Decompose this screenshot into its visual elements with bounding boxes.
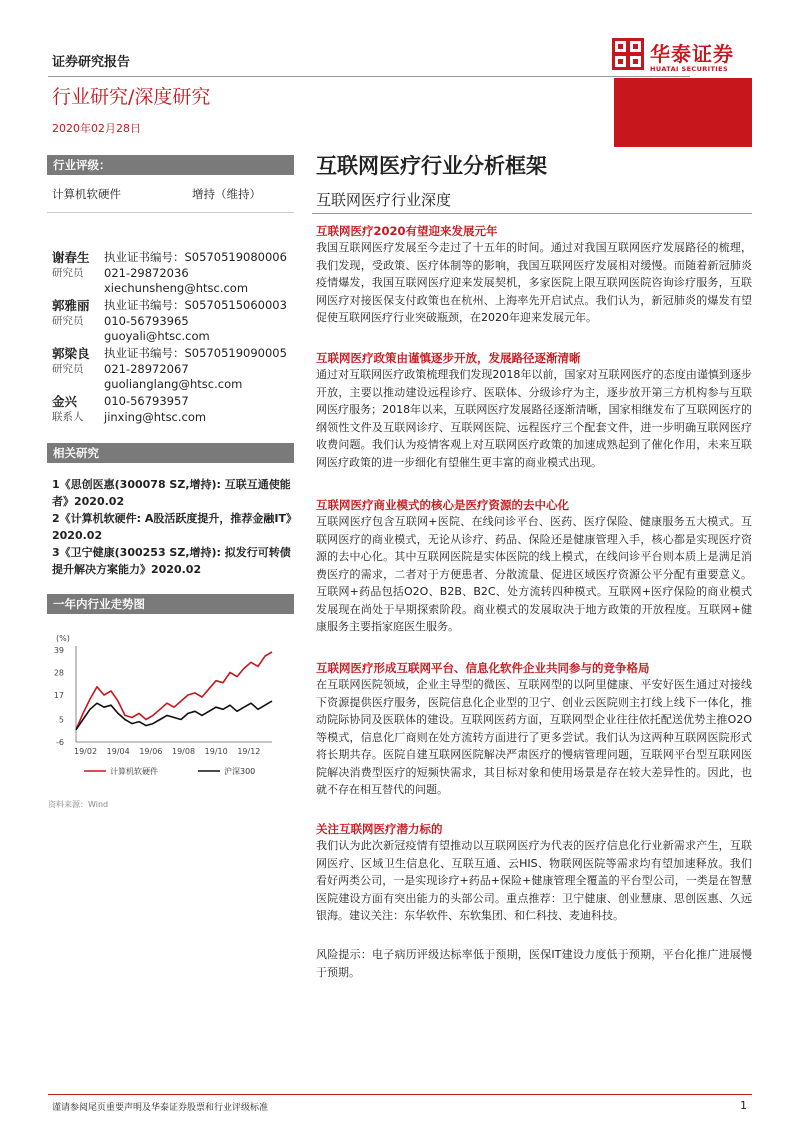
- analyst-phone: 021-29872036: [104, 265, 189, 280]
- analyst-info: [104, 250, 287, 297]
- rating-value: 增持（维持）: [192, 187, 261, 201]
- x-tick-label: 19/12: [237, 747, 261, 756]
- x-tick-label: 19/08: [172, 747, 196, 756]
- analyst-info: [104, 394, 206, 425]
- analyst-name: 谢春生: [52, 250, 90, 265]
- x-tick-label: 19/04: [106, 747, 130, 756]
- y-tick-label: 28: [53, 668, 64, 678]
- section-body: 我们认为此次新冠疫情有望推动以互联网医疗为代表的医疗信息化行业新需求产生，互联网医疗、区域卫生信息化、互联互通、云HIS、物联网医院等需求均有望加速释放。我们看好两类公司，一是实现诊疗+药品+保险+健康管理全覆盖的平台型公司，一类是在智慧医院建设方面有突出能力的头部公司。重点推荐：卫宁健康、创业慧康、思创医惠、久远银海。建议关注：东华软件、东软集团、和仁科技、麦迪科技。: [316, 839, 752, 922]
- analyst-email[interactable]: guolianglang@htsc.com: [104, 377, 243, 391]
- risk-warning: 风险提示：电子病历评级达标率低于预期，医保IT建设力度低于预期，平台化推广进展慢于预期。: [316, 948, 752, 979]
- analyst-info: [104, 298, 287, 345]
- report-date: 2020年02月28日: [52, 122, 141, 135]
- footer-disclaimer: 谨请参阅尾页重要声明及华泰证券股票和行业评级标准: [52, 1103, 269, 1113]
- section-heading: 关注互联网医疗潜力标的: [316, 822, 443, 836]
- legend-label: 计算机软硬件: [110, 767, 158, 776]
- legend-label: 沪深300: [224, 767, 256, 776]
- logo-text-cn: 华泰证券: [650, 42, 734, 66]
- analyst-phone: 010-56793957: [104, 394, 189, 408]
- section-body: 我国互联网医疗发展至今走过了十五年的时间。通过对我国互联网医疗发展路径的梳理，我们发现，受政策、医疗体制等的影响，我国互联网医疗发展相对缓慢。而随着新冠肺炎疫情爆发，我国互联网医疗迎来发展契机，多家医院上限互联网医院咨询诊疗服务，互联网医疗对接医保支付政策也在杭州、上海率先开启试点。我们认为，新冠肺炎的爆发有望促使互联网医疗行业突破瓶颈，在2020年迎来发展元年。: [316, 241, 752, 324]
- section-heading: 互联网医疗商业模式的核心是医疗资源的去中心化: [316, 498, 569, 512]
- related-header: 相关研究: [47, 443, 294, 463]
- analyst-card: [52, 298, 297, 348]
- analyst-card: [52, 250, 297, 300]
- analyst-email[interactable]: jinxing@htsc.com: [104, 409, 207, 424]
- page-subtitle: 互联网医疗行业深度: [316, 191, 452, 209]
- analyst-role: 研究员: [52, 363, 84, 375]
- analyst-email[interactable]: xiechunsheng@htsc.com: [104, 281, 249, 295]
- related-item[interactable]: 1《思创医惠(300078 SZ,增持): 互联互通使能者》2020.02: [52, 478, 291, 508]
- section-heading: 互联网医疗政策由谨慎逐步开放，发展路径逐渐清晰: [316, 351, 581, 365]
- report-category: 行业研究/深度研究: [52, 86, 211, 108]
- brand-band: [614, 78, 752, 147]
- trend-chart: [48, 624, 294, 824]
- related-item[interactable]: 2《计算机软硬件: A股活跃度提升，推荐金融IT》2020.02: [52, 512, 292, 542]
- rating-sector: 计算机软硬件: [52, 187, 121, 201]
- analyst-name: 金兴: [52, 394, 78, 409]
- analyst-role: 研究员: [52, 315, 84, 327]
- report-type: 证券研究报告: [52, 55, 131, 70]
- analyst-phone: 010-56793965: [104, 313, 189, 328]
- analyst-license: 执业证书编号：S0570519080006: [104, 250, 287, 264]
- rating-header: 行业评级：: [47, 155, 294, 175]
- y-tick-label: -6: [56, 738, 64, 747]
- analyst-name: 郭雅丽: [52, 298, 90, 313]
- section-body: 在互联网医院领域，企业主导型的微医、互联网型的以阿里健康、平安好医生通过对接线下资源提供医疗服务，医院信息化企业型的卫宁、创业云医院则主打线上线下一体化，推动院际协同及医联体的建设。互联网医药方面，互联网型企业往往依托配送优势主推O2O等模式，信息化厂商则在处方流转方面进行了更多尝试。我们认为这两种互联网医院形式将长期共存。医院自建互联网医院解决严肃医疗的慢病管理问题，互联网平台型互联网医院解决消费型医疗的短频快需求，其目标对象和使用场景是存在较大差异性的。因此，也就不存在相互替代的问题。: [316, 678, 752, 796]
- y-tick-label: 39: [53, 646, 64, 655]
- y-axis-label: (%): [56, 634, 70, 643]
- section-heading: 互联网医疗2020有望迎来发展元年: [316, 224, 498, 238]
- analyst-info: [104, 346, 287, 393]
- header-rule: [48, 76, 690, 77]
- y-tick-label: 5: [58, 715, 64, 725]
- analyst-phone: 021-28972067: [104, 361, 189, 376]
- x-tick-label: 19/10: [204, 747, 228, 756]
- series-line: [76, 701, 272, 730]
- x-tick-label: 19/06: [139, 747, 163, 756]
- analyst-email[interactable]: guoyali@htsc.com: [104, 329, 210, 343]
- analyst-card: [52, 394, 297, 428]
- analyst-license: 执业证书编号：S0570515060003: [104, 298, 287, 312]
- divider: [47, 212, 294, 213]
- analyst-card: [52, 346, 297, 396]
- related-item[interactable]: 3《卫宁健康(300253 SZ,增持): 拟发行可转债提升解决方案能力》2020.02: [52, 546, 291, 576]
- logo-text-en: HUATAI SECURITIES: [650, 65, 729, 73]
- huatai-logo-icon: [612, 38, 644, 70]
- huatai-logo: [612, 38, 752, 78]
- page-number: 1: [740, 1099, 747, 1112]
- title-rule: [312, 213, 752, 214]
- analyst-name: 郭梁良: [52, 346, 90, 361]
- footer-rule: [48, 1094, 752, 1095]
- analyst-role: 研究员: [52, 267, 84, 279]
- page-title: 互联网医疗行业分析框架: [316, 154, 547, 178]
- analyst-role: 联系人: [52, 411, 84, 423]
- section-body: 通过对互联网医疗政策梳理我们发现2018年以前，国家对互联网医疗的态度由谨慎到逐步开放，主要以推动建设远程诊疗、医联体、分级诊疗为主，逐步放开第三方机构参与互联网医疗服务；2018年以来，互联网医疗发展路径逐渐清晰，国家相继发布了互联网医疗的纲领性文件及互联网诊疗、互联网医院、远程医疗三个配套文件，进一步明确互联网医疗收费问题。我们认为疫情客观上对互联网医疗政策的加速成熟起到了催化作用，未来互联网医疗政策的进一步细化有望催生更丰富的商业模式出现。: [316, 368, 752, 469]
- analyst-license: 执业证书编号：S0570519090005: [104, 346, 287, 360]
- related-list: [52, 476, 292, 578]
- section-heading: 互联网医疗形成互联网平台、信息化软件企业共同参与的竞争格局: [316, 661, 650, 675]
- section-body: 互联网医疗包含互联网+医院、在线问诊平台、医药、医疗保险、健康服务五大模式。互联网医疗的商业模式，无论从诊疗、药品、保险还是健康管理入手，核心都是实现医疗资源的去中心化。其中互联网医院是实体医院的线上模式，在线问诊平台则本质上是满足消费医疗的需求，二者对于方便患者、分散流量、促进区域医疗资源公平分配有重要意义。互联网+药品包括O2O、B2B、B2C、处方流转四种模式。互联网+医疗保险的商业模式发展现在尚处于早期探索阶段。商业模式的发展取决于地方政策的开放程度。互联网+健康服务主要指家庭医生服务。: [316, 515, 752, 633]
- trend-header: 一年内行业走势图: [47, 594, 294, 614]
- x-tick-label: 19/02: [74, 747, 98, 756]
- y-tick-label: 17: [53, 690, 64, 700]
- chart-source: 资料来源：Wind: [48, 800, 109, 809]
